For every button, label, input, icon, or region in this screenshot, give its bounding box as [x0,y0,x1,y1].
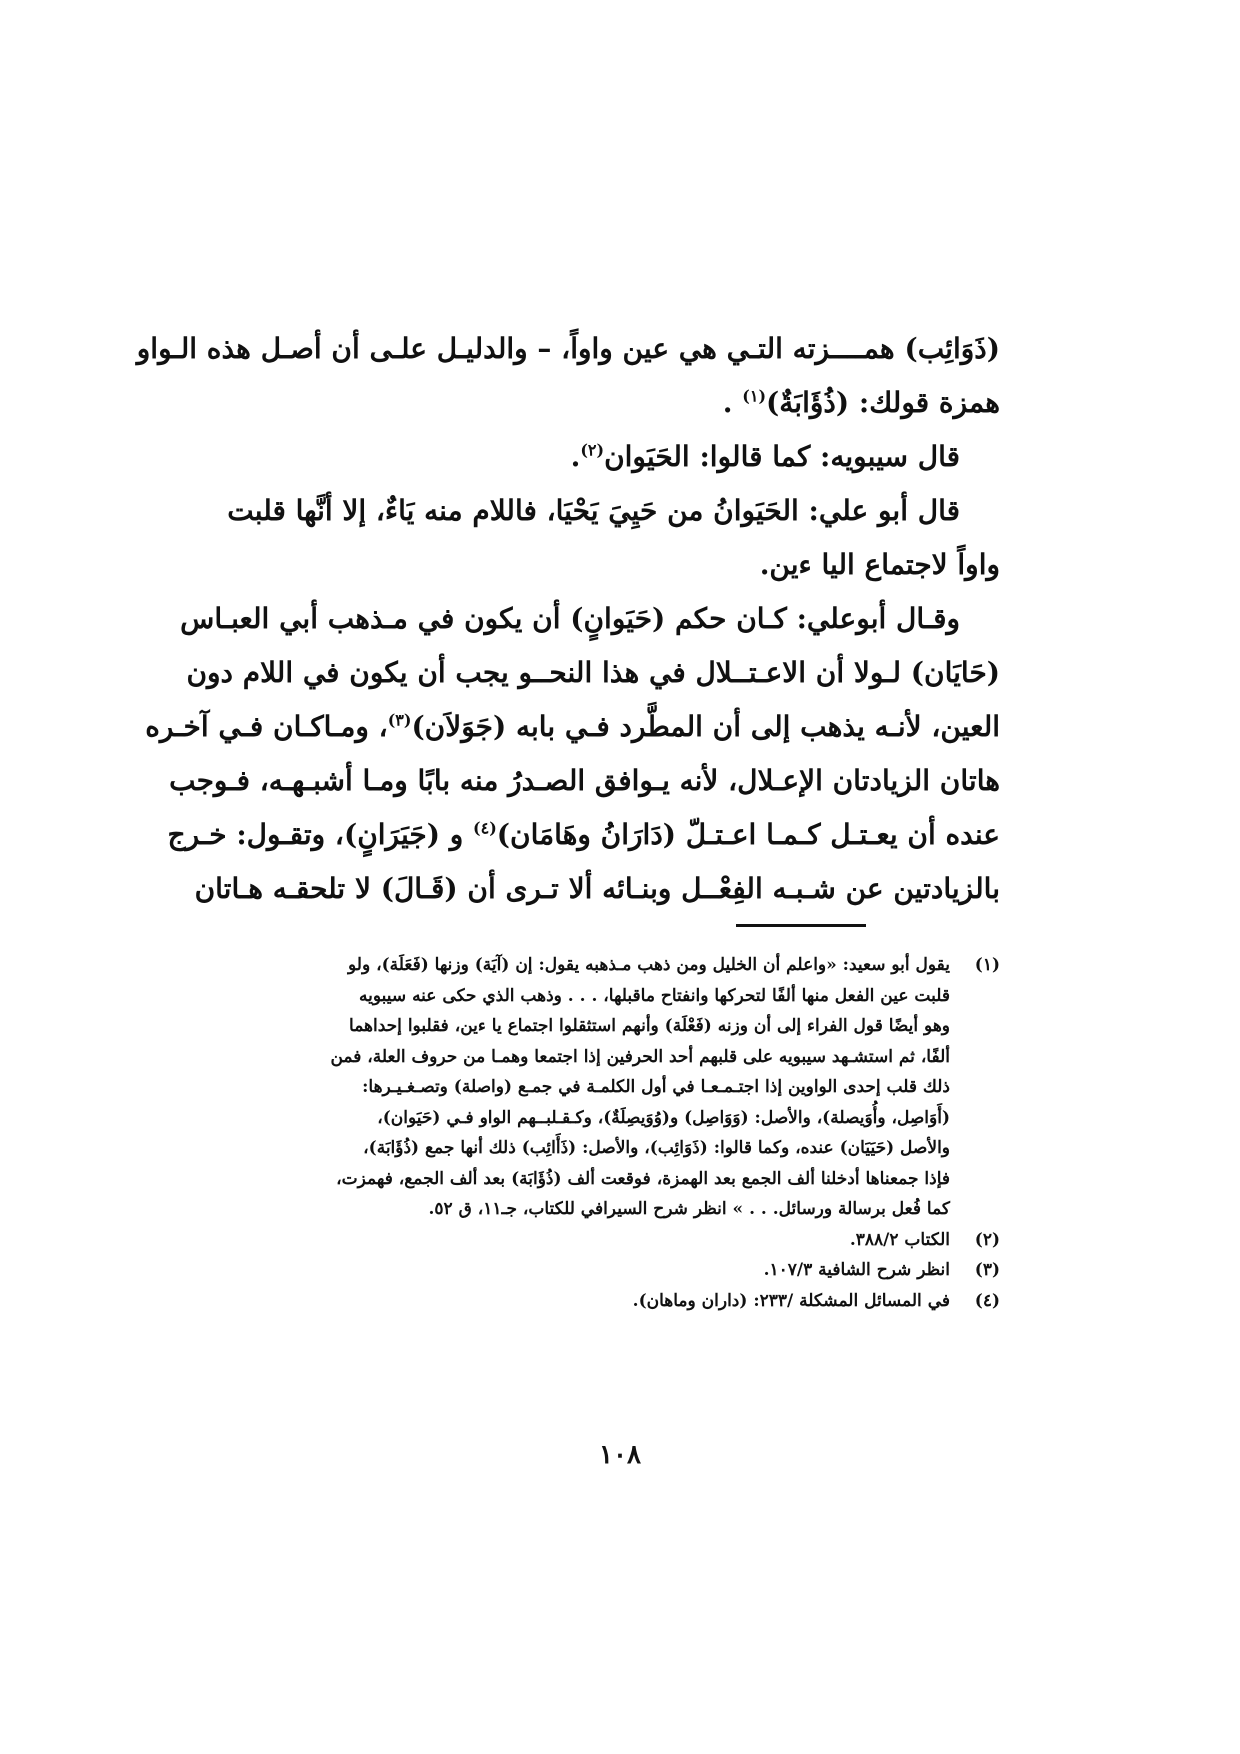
body-line-3-end: . [570,440,581,473]
footnote-line: انظر شرح الشافية ١٠٧/٣. [763,1260,950,1280]
footnote-line: وهو أيضًا قول الفراء إلى أن وزنه (فَعْلَة) وأنهم استثقلوا اجتماع يا ءين، فقلبوا إحداهما [349,1016,950,1036]
page-number: ١٠٨ [599,1440,641,1470]
footnote-ref-2[interactable]: (٢) [580,440,605,460]
footnote-number: (٢) [974,1229,1000,1250]
body-line-7: (حَايَان) لـولا أن الاعـتــلال في هذا النحــو يجب أن يكون في اللام دون [186,656,1000,689]
body-line-1: (ذَوَائِب) همــــزته التـي هي عين واواً، – والدليـل علـى أن أصـل هذه الـواو [136,332,1000,365]
footnote-body [240,1255,950,1286]
body-line-6: وقـال أبوعلي: كـان حكم (حَيَوانٍ) أن يكون في مـذهب أبي العبـاس [180,602,960,635]
footnote-line: كما فُعل برسالة ورسائل. . . » انظر شرح السيرافي للكتاب، جـ١١، ق ٥٢. [428,1199,950,1219]
body-line-8 [145,700,1000,754]
footnote-line: ذلك قلب إحدى الواوين إذا اجتـمـعـا في أول الكلمـة في جمـع (واصلة) وتصـغـيـرها: [362,1077,950,1097]
body-line-10-end: و (جَيَرَانٍ)، وتقـول: خـرج [167,818,474,851]
footnote-number: (٤) [974,1290,1000,1311]
footnote-line: في المسائل المشكلة /٢٣٣: (داران وماهان). [632,1290,950,1311]
body-line-2-end: . [722,386,743,419]
footnote-4 [240,1286,1000,1317]
footnote-line: قلبت عين الفعل منها ألفًا لتحركها وانفتاح ماقبلها، . . . وذهب الذي حكى عنه سيبويه [359,985,950,1006]
body-line-5: واواً لاجتماع اليا ءين. [759,548,1000,581]
body-line-3-text: قال سيبويه: كما قالوا: الحَيَوان [604,440,960,473]
body-line-3 [238,430,1000,484]
footnote-line: والأصل (حَيَيَان) عنده، وكما قالوا: (ذَوَائِب)، والأصل: (ذَأَائِب) ذلك أنها جمع (ذُؤَابَة)، [363,1138,950,1158]
footnote-line: الكتاب ٣٨٨/٢. [849,1229,950,1250]
footnote-ref-4[interactable]: (٤) [473,818,497,838]
footnote-body [240,950,950,1225]
footnote-number: (٣) [974,1260,1000,1280]
footnote-line: يقول أبو سعيد: «واعلم أن الخليل ومن ذهب مـذهبه يقول: إن (آيَة) وزنها (فَعَلَة)، ولو [348,955,950,975]
body-line-9: هاتان الزيادتان الإعـلال، لأنه يـوافق الصـدرُ منه بابًا ومـا أشبـهـه، فـوجب [169,764,1000,797]
footnote-1 [240,950,1000,1225]
footnote-body [240,1225,950,1256]
body-line-2 [238,376,1000,430]
body-line-11: بالزيادتين عن شـبـه الفِعْــل وبنـائه ألا تـرى أن (قَـالَ) لا تلحقـه هـاتان [194,872,1000,905]
body-line-4: قال أبو علي: الحَيَوانُ من حَيِيَ يَحْيَا، فاللام منه يَاءٌ، إلا أنَّها قلبت [227,494,960,527]
footnote-separator [736,924,866,927]
body-line-8-end: ، ومـاكـان فـي آخـره [145,710,388,743]
body-line-2-text: همزة قولك: (ذُؤَابَةٌ) [766,386,1000,419]
footnote-line: (أَوَاصِل، وأُوَيصلة)، والأصل: (وَوَاصِل) و(وُوَيصِلَةٌ)، وكـقـلبــهم الواو فـي (حَيَوان)، [377,1107,950,1128]
footnote-line: فإذا جمعناها أدخلنا ألف الجمع بعد الهمزة، فوقعت ألف (ذُؤَابَة) بعد ألف الجمع، فهمزت، [336,1168,950,1189]
body-line-10 [167,808,1000,862]
body-line-10-text: عنده أن يعـتـل كـمـا اعـتـلّ (دَارَانُ وهَامَان) [496,818,1000,851]
footnote-ref-1[interactable]: (١) [742,386,767,406]
footnote-body [240,1286,950,1317]
footnote-3 [240,1255,1000,1286]
footnotes-section [240,950,1000,1316]
footnote-line: ألفًا، ثم استشـهد سيبويه على قلبهم أحد الحرفين إذا اجتمعا وهمـا من حروف العلة، فمن [330,1046,950,1067]
footnote-ref-3[interactable]: (٣) [387,710,412,730]
footnote-number: (١) [974,955,1000,975]
footnote-2 [240,1225,1000,1256]
main-body-text [136,322,1000,916]
body-line-8-text: العين، لأنـه يذهب إلى أن المطَّرد فـي بابه (جَوَلاَن) [411,710,1000,743]
